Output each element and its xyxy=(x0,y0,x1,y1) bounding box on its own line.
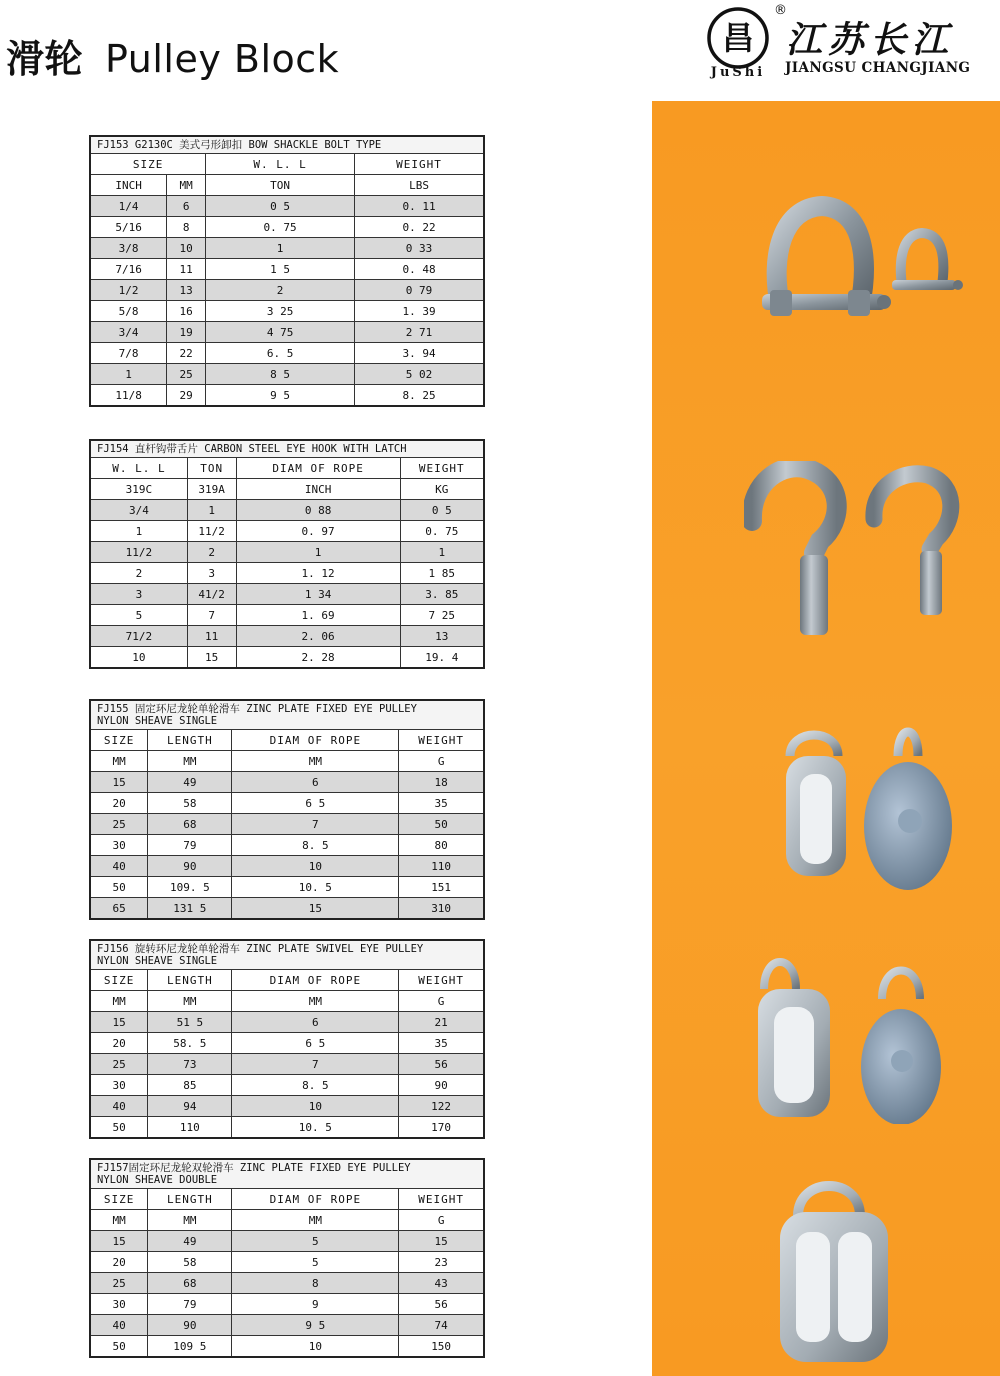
unit-header: 319A xyxy=(187,479,236,500)
table-cell: 11/8 xyxy=(90,385,167,407)
table-cell: 0 88 xyxy=(236,500,400,521)
table-row xyxy=(90,521,484,542)
table-cell: 80 xyxy=(399,835,484,856)
table-caption xyxy=(90,700,484,730)
table-caption xyxy=(90,1159,484,1189)
eye-hook-icon xyxy=(744,461,974,641)
table-cell: 23 xyxy=(399,1252,484,1273)
logo-sub-text xyxy=(702,60,774,84)
unit-header: MM xyxy=(90,751,148,772)
column-header: W. L. L xyxy=(90,458,187,479)
column-header: WEIGHT xyxy=(399,970,484,991)
table-cell: 43 xyxy=(399,1273,484,1294)
table-cell: 15 xyxy=(187,647,236,669)
table-cell: 25 xyxy=(90,1273,148,1294)
table-cell: 122 xyxy=(399,1096,484,1117)
table-cell: 20 xyxy=(90,793,148,814)
table-row xyxy=(90,385,484,407)
column-header: DIAM OF ROPE xyxy=(232,1189,399,1210)
spec-table-fj157 xyxy=(89,1158,485,1358)
brand-logo xyxy=(702,4,994,84)
table-cell: 74 xyxy=(399,1315,484,1336)
table-caption-line2: NYLON SHEAVE SINGLE xyxy=(97,955,218,967)
table-header-row xyxy=(90,458,484,479)
table-cell: 110 xyxy=(148,1117,232,1139)
table-row xyxy=(90,626,484,647)
table-cell: 8 xyxy=(232,1273,399,1294)
table-cell: 0. 22 xyxy=(355,217,484,238)
table-cell: 50 xyxy=(399,814,484,835)
table-cell: 19. 4 xyxy=(400,647,484,669)
table-cell: 1 xyxy=(90,364,167,385)
logo-sub: JuShi xyxy=(710,65,766,80)
table-cell: 49 xyxy=(148,772,232,793)
page-title-en: Pulley Block xyxy=(105,37,340,81)
table-row xyxy=(90,898,484,920)
table-cell: 2. 28 xyxy=(236,647,400,669)
table-cell: 90 xyxy=(148,856,232,877)
table-cell: 15 xyxy=(399,1231,484,1252)
column-group-header: W. L. L xyxy=(206,154,355,175)
page-title xyxy=(6,28,339,83)
unit-header: MM xyxy=(148,751,232,772)
table-cell: 11/2 xyxy=(187,521,236,542)
table-header-row xyxy=(90,1189,484,1210)
table-cell: 3/8 xyxy=(90,238,167,259)
table-cell: 1 xyxy=(400,542,484,563)
table-cell: 10 xyxy=(232,1336,399,1358)
table-cell: 25 xyxy=(167,364,206,385)
table-cell: 85 xyxy=(148,1075,232,1096)
table-caption-row xyxy=(90,136,484,154)
table-unit-row xyxy=(90,751,484,772)
table-cell: 0 79 xyxy=(355,280,484,301)
table-cell: 1. 39 xyxy=(355,301,484,322)
column-header: LENGTH xyxy=(148,730,232,751)
table-row xyxy=(90,1054,484,1075)
table-cell: 68 xyxy=(148,814,232,835)
table-cell: 25 xyxy=(90,1054,148,1075)
unit-header: 319C xyxy=(90,479,187,500)
table-cell: 22 xyxy=(167,343,206,364)
column-header: SIZE xyxy=(90,1189,148,1210)
table-cell: 7 25 xyxy=(400,605,484,626)
table-cell: 1/2 xyxy=(90,280,167,301)
column-header: DIAM OF ROPE xyxy=(232,730,399,751)
table-cell: 15 xyxy=(232,898,399,920)
table-row xyxy=(90,1336,484,1358)
table-cell: 6. 5 xyxy=(206,343,355,364)
table-cell: 0 5 xyxy=(206,196,355,217)
table-cell: 15 xyxy=(90,1012,148,1033)
table-cell: 65 xyxy=(90,898,148,920)
column-header: LENGTH xyxy=(148,970,232,991)
table-row xyxy=(90,877,484,898)
table-row xyxy=(90,1252,484,1273)
table-row xyxy=(90,584,484,605)
table-cell: 9 xyxy=(232,1294,399,1315)
table-cell: 40 xyxy=(90,1096,148,1117)
table-cell: 8 5 xyxy=(206,364,355,385)
table-cell: 49 xyxy=(148,1231,232,1252)
table-row xyxy=(90,1075,484,1096)
table-cell: 7 xyxy=(232,814,399,835)
table-cell: 19 xyxy=(167,322,206,343)
table-row xyxy=(90,1294,484,1315)
table-cell: 50 xyxy=(90,877,148,898)
table-cell: 6 xyxy=(167,196,206,217)
unit-header: MM xyxy=(148,1210,232,1231)
table-cell: 1. 12 xyxy=(236,563,400,584)
table-caption-line1: FJ153 G2130C 美式弓形卸扣 BOW SHACKLE BOLT TYPE xyxy=(97,139,382,151)
table-cell: 1 5 xyxy=(206,259,355,280)
table-cell: 8. 5 xyxy=(232,1075,399,1096)
unit-header: LBS xyxy=(355,175,484,196)
unit-header: MM xyxy=(232,1210,399,1231)
table-cell: 58. 5 xyxy=(148,1033,232,1054)
unit-header: MM xyxy=(232,751,399,772)
table-cell: 6 5 xyxy=(232,793,399,814)
table-caption-line1: FJ154 直杆钩带舌片 CARBON STEEL EYE HOOK WITH LATCH xyxy=(97,443,407,455)
table-cell: 3 xyxy=(187,563,236,584)
table-cell: 6 5 xyxy=(232,1033,399,1054)
table-cell: 3 xyxy=(90,584,187,605)
table-header-row xyxy=(90,970,484,991)
table-row xyxy=(90,563,484,584)
table-row xyxy=(90,1273,484,1294)
logo-char: 昌 xyxy=(721,19,755,57)
table-caption-row xyxy=(90,700,484,730)
table-cell: 11 xyxy=(167,259,206,280)
table-cell: 5 xyxy=(232,1252,399,1273)
spec-table-fj153 xyxy=(89,135,485,407)
table-cell: 0. 48 xyxy=(355,259,484,280)
table-row xyxy=(90,1315,484,1336)
column-header: TON xyxy=(187,458,236,479)
table-cell: 9 5 xyxy=(206,385,355,407)
table-cell: 0. 97 xyxy=(236,521,400,542)
table-cell: 1 xyxy=(206,238,355,259)
unit-header: MM xyxy=(167,175,206,196)
unit-header: MM xyxy=(148,991,232,1012)
table-cell: 5/8 xyxy=(90,301,167,322)
registered-mark: ® xyxy=(774,3,787,18)
table-cell: 1 xyxy=(90,521,187,542)
table-cell: 7 xyxy=(232,1054,399,1075)
unit-header: G xyxy=(399,751,484,772)
table-cell: 15 xyxy=(90,1231,148,1252)
table-cell: 1. 69 xyxy=(236,605,400,626)
column-header: WEIGHT xyxy=(400,458,484,479)
table-cell: 35 xyxy=(399,793,484,814)
table-row xyxy=(90,605,484,626)
table-row xyxy=(90,647,484,669)
table-cell: 58 xyxy=(148,1252,232,1273)
table-cell: 8. 25 xyxy=(355,385,484,407)
column-header: DIAM OF ROPE xyxy=(232,970,399,991)
unit-header: MM xyxy=(90,1210,148,1231)
unit-header: G xyxy=(399,991,484,1012)
table-row xyxy=(90,196,484,217)
table-cell: 150 xyxy=(399,1336,484,1358)
column-header: WEIGHT xyxy=(399,1189,484,1210)
table-cell: 25 xyxy=(90,814,148,835)
table-row xyxy=(90,500,484,521)
table-cell: 90 xyxy=(399,1075,484,1096)
table-cell: 2 71 xyxy=(355,322,484,343)
table-cell: 41/2 xyxy=(187,584,236,605)
table-unit-row xyxy=(90,479,484,500)
table-row xyxy=(90,1096,484,1117)
page-title-cn: 滑轮 xyxy=(6,37,84,81)
table-cell: 5 02 xyxy=(355,364,484,385)
table-cell: 35 xyxy=(399,1033,484,1054)
table-caption xyxy=(90,940,484,970)
table-cell: 5 xyxy=(232,1231,399,1252)
table-cell: 5/16 xyxy=(90,217,167,238)
table-cell: 0 5 xyxy=(400,500,484,521)
table-unit-row xyxy=(90,1210,484,1231)
unit-header: INCH xyxy=(236,479,400,500)
table-cell: 8 xyxy=(167,217,206,238)
table-caption-line2: NYLON SHEAVE SINGLE xyxy=(97,715,218,727)
table-cell: 4 75 xyxy=(206,322,355,343)
unit-header: KG xyxy=(400,479,484,500)
table-caption-row xyxy=(90,1159,484,1189)
table-caption-line1: FJ157固定环尼龙轮双轮滑车 ZINC PLATE FIXED EYE PULLEY xyxy=(97,1162,411,1174)
table-cell: 18 xyxy=(399,772,484,793)
table-cell: 2 xyxy=(187,542,236,563)
column-header: SIZE xyxy=(90,730,148,751)
table-cell: 90 xyxy=(148,1315,232,1336)
bow-shackle-icon xyxy=(752,196,972,336)
table-cell: 16 xyxy=(167,301,206,322)
table-cell: 94 xyxy=(148,1096,232,1117)
unit-header: INCH xyxy=(90,175,167,196)
unit-header: MM xyxy=(90,991,148,1012)
table-cell: 2 xyxy=(90,563,187,584)
table-row xyxy=(90,301,484,322)
table-row xyxy=(90,793,484,814)
table-cell: 30 xyxy=(90,1075,148,1096)
table-cell: 3. 85 xyxy=(400,584,484,605)
table-cell: 50 xyxy=(90,1336,148,1358)
table-row xyxy=(90,856,484,877)
table-caption xyxy=(90,136,484,154)
table-cell: 10. 5 xyxy=(232,877,399,898)
table-cell: 7/16 xyxy=(90,259,167,280)
table-cell: 310 xyxy=(399,898,484,920)
column-group-header: SIZE xyxy=(90,154,206,175)
column-header: SIZE xyxy=(90,970,148,991)
table-cell: 10 xyxy=(167,238,206,259)
table-row xyxy=(90,280,484,301)
table-caption xyxy=(90,440,484,458)
fixed-eye-pulley-icon xyxy=(780,716,960,891)
table-cell: 170 xyxy=(399,1117,484,1139)
table-cell: 0. 75 xyxy=(400,521,484,542)
table-cell: 1/4 xyxy=(90,196,167,217)
table-cell: 7 xyxy=(187,605,236,626)
table-cell: 0. 75 xyxy=(206,217,355,238)
table-row xyxy=(90,259,484,280)
table-row xyxy=(90,343,484,364)
table-cell: 79 xyxy=(148,1294,232,1315)
table-cell: 21 xyxy=(399,1012,484,1033)
table-cell: 10. 5 xyxy=(232,1117,399,1139)
table-cell: 68 xyxy=(148,1273,232,1294)
table-row xyxy=(90,772,484,793)
table-row xyxy=(90,542,484,563)
table-cell: 7/8 xyxy=(90,343,167,364)
table-header-row xyxy=(90,154,484,175)
table-cell: 151 xyxy=(399,877,484,898)
table-cell: 56 xyxy=(399,1054,484,1075)
table-cell: 3. 94 xyxy=(355,343,484,364)
table-cell: 3/4 xyxy=(90,500,187,521)
table-cell: 15 xyxy=(90,772,148,793)
table-cell: 50 xyxy=(90,1117,148,1139)
table-cell: 13 xyxy=(167,280,206,301)
table-cell: 73 xyxy=(148,1054,232,1075)
brand-name-en: JIANGSU CHANGJIANG xyxy=(785,60,971,76)
table-cell: 2. 06 xyxy=(236,626,400,647)
table-cell: 9 5 xyxy=(232,1315,399,1336)
table-cell: 71/2 xyxy=(90,626,187,647)
table-cell: 110 xyxy=(399,856,484,877)
table-row xyxy=(90,814,484,835)
table-row xyxy=(90,1012,484,1033)
spec-table-fj155 xyxy=(89,699,485,920)
table-cell: 6 xyxy=(232,1012,399,1033)
table-cell: 0. 11 xyxy=(355,196,484,217)
column-header: DIAM OF ROPE xyxy=(236,458,400,479)
table-cell: 11/2 xyxy=(90,542,187,563)
table-cell: 131 5 xyxy=(148,898,232,920)
column-header: LENGTH xyxy=(148,1189,232,1210)
table-cell: 3/4 xyxy=(90,322,167,343)
table-cell: 6 xyxy=(232,772,399,793)
table-cell: 2 xyxy=(206,280,355,301)
table-row xyxy=(90,322,484,343)
table-row xyxy=(90,364,484,385)
table-cell: 20 xyxy=(90,1033,148,1054)
table-cell: 40 xyxy=(90,856,148,877)
table-cell: 51 5 xyxy=(148,1012,232,1033)
column-header: WEIGHT xyxy=(399,730,484,751)
unit-header: G xyxy=(399,1210,484,1231)
table-row xyxy=(90,1117,484,1139)
table-cell: 30 xyxy=(90,835,148,856)
table-cell: 79 xyxy=(148,835,232,856)
table-cell: 10 xyxy=(232,1096,399,1117)
table-caption-line1: FJ156 旋转环尼龙轮单轮滑车 ZINC PLATE SWIVEL EYE PULLEY xyxy=(97,943,424,955)
table-unit-row xyxy=(90,175,484,196)
double-pulley-icon xyxy=(776,1176,896,1366)
table-cell: 1 85 xyxy=(400,563,484,584)
swivel-eye-pulley-icon xyxy=(756,949,966,1124)
table-cell: 1 34 xyxy=(236,584,400,605)
table-row xyxy=(90,238,484,259)
table-cell: 30 xyxy=(90,1294,148,1315)
table-cell: 58 xyxy=(148,793,232,814)
table-cell: 5 xyxy=(90,605,187,626)
table-row xyxy=(90,1033,484,1054)
table-row xyxy=(90,217,484,238)
table-cell: 3 25 xyxy=(206,301,355,322)
table-cell: 20 xyxy=(90,1252,148,1273)
table-caption-line2: NYLON SHEAVE DOUBLE xyxy=(97,1174,218,1186)
table-caption-line1: FJ155 固定环尼龙轮单轮滑车 ZINC PLATE FIXED EYE PULLEY xyxy=(97,703,417,715)
table-row xyxy=(90,835,484,856)
spec-table-fj154 xyxy=(89,439,485,669)
table-caption-row xyxy=(90,940,484,970)
table-cell: 10 xyxy=(90,647,187,669)
table-cell: 8. 5 xyxy=(232,835,399,856)
table-unit-row xyxy=(90,991,484,1012)
column-group-header: WEIGHT xyxy=(355,154,484,175)
unit-header: TON xyxy=(206,175,355,196)
table-cell: 1 xyxy=(187,500,236,521)
table-cell: 1 xyxy=(236,542,400,563)
table-cell: 40 xyxy=(90,1315,148,1336)
table-cell: 29 xyxy=(167,385,206,407)
table-cell: 0 33 xyxy=(355,238,484,259)
table-cell: 109. 5 xyxy=(148,877,232,898)
table-header-row xyxy=(90,730,484,751)
table-cell: 10 xyxy=(232,856,399,877)
table-cell: 56 xyxy=(399,1294,484,1315)
table-cell: 13 xyxy=(400,626,484,647)
table-cell: 11 xyxy=(187,626,236,647)
spec-table-fj156 xyxy=(89,939,485,1139)
brand-name-cn: 江苏长江 xyxy=(786,19,955,61)
table-cell: 109 5 xyxy=(148,1336,232,1358)
table-caption-row xyxy=(90,440,484,458)
table-row xyxy=(90,1231,484,1252)
product-photo-panel xyxy=(652,101,1000,1376)
unit-header: MM xyxy=(232,991,399,1012)
